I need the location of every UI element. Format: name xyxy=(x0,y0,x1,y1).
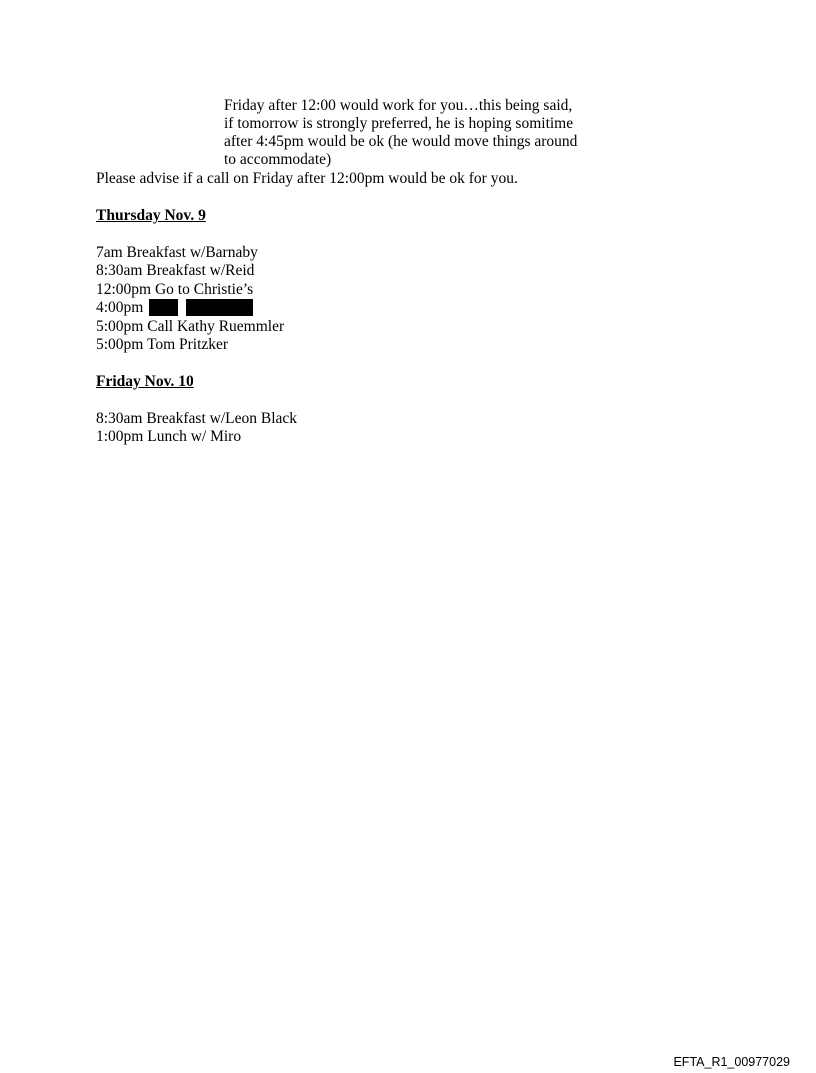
thursday-heading: Thursday Nov. 9 xyxy=(96,207,206,224)
thursday-item-4: 4:00pm xyxy=(96,299,144,316)
thursday-item-1: 7am Breakfast w/Barnaby xyxy=(96,244,258,261)
bates-number: EFTA_R1_00977029 xyxy=(673,1055,790,1069)
thursday-item-3: 12:00pm Go to Christie’s xyxy=(96,281,254,298)
quoted-line-3: after 4:45pm would be ok (he would move things around xyxy=(224,133,578,150)
redaction-box xyxy=(149,299,178,316)
friday-item-2: 1:00pm Lunch w/ Miro xyxy=(96,428,242,445)
thursday-item-5: 5:00pm Call Kathy Ruemmler xyxy=(96,318,285,335)
advise-line: Please advise if a call on Friday after 12:00pm would be ok for you. xyxy=(96,170,518,187)
quoted-line-1: Friday after 12:00 would work for you…this being said, xyxy=(224,97,573,114)
quoted-line-4: to accommodate) xyxy=(224,151,332,168)
redaction-box xyxy=(186,299,253,316)
friday-item-1: 8:30am Breakfast w/Leon Black xyxy=(96,410,298,427)
thursday-item-4-row xyxy=(96,299,253,317)
thursday-item-2: 8:30am Breakfast w/Reid xyxy=(96,262,255,279)
friday-heading: Friday Nov. 10 xyxy=(96,373,194,390)
thursday-item-6: 5:00pm Tom Pritzker xyxy=(96,336,229,353)
quoted-line-2: if tomorrow is strongly preferred, he is hoping somitime xyxy=(224,115,574,132)
